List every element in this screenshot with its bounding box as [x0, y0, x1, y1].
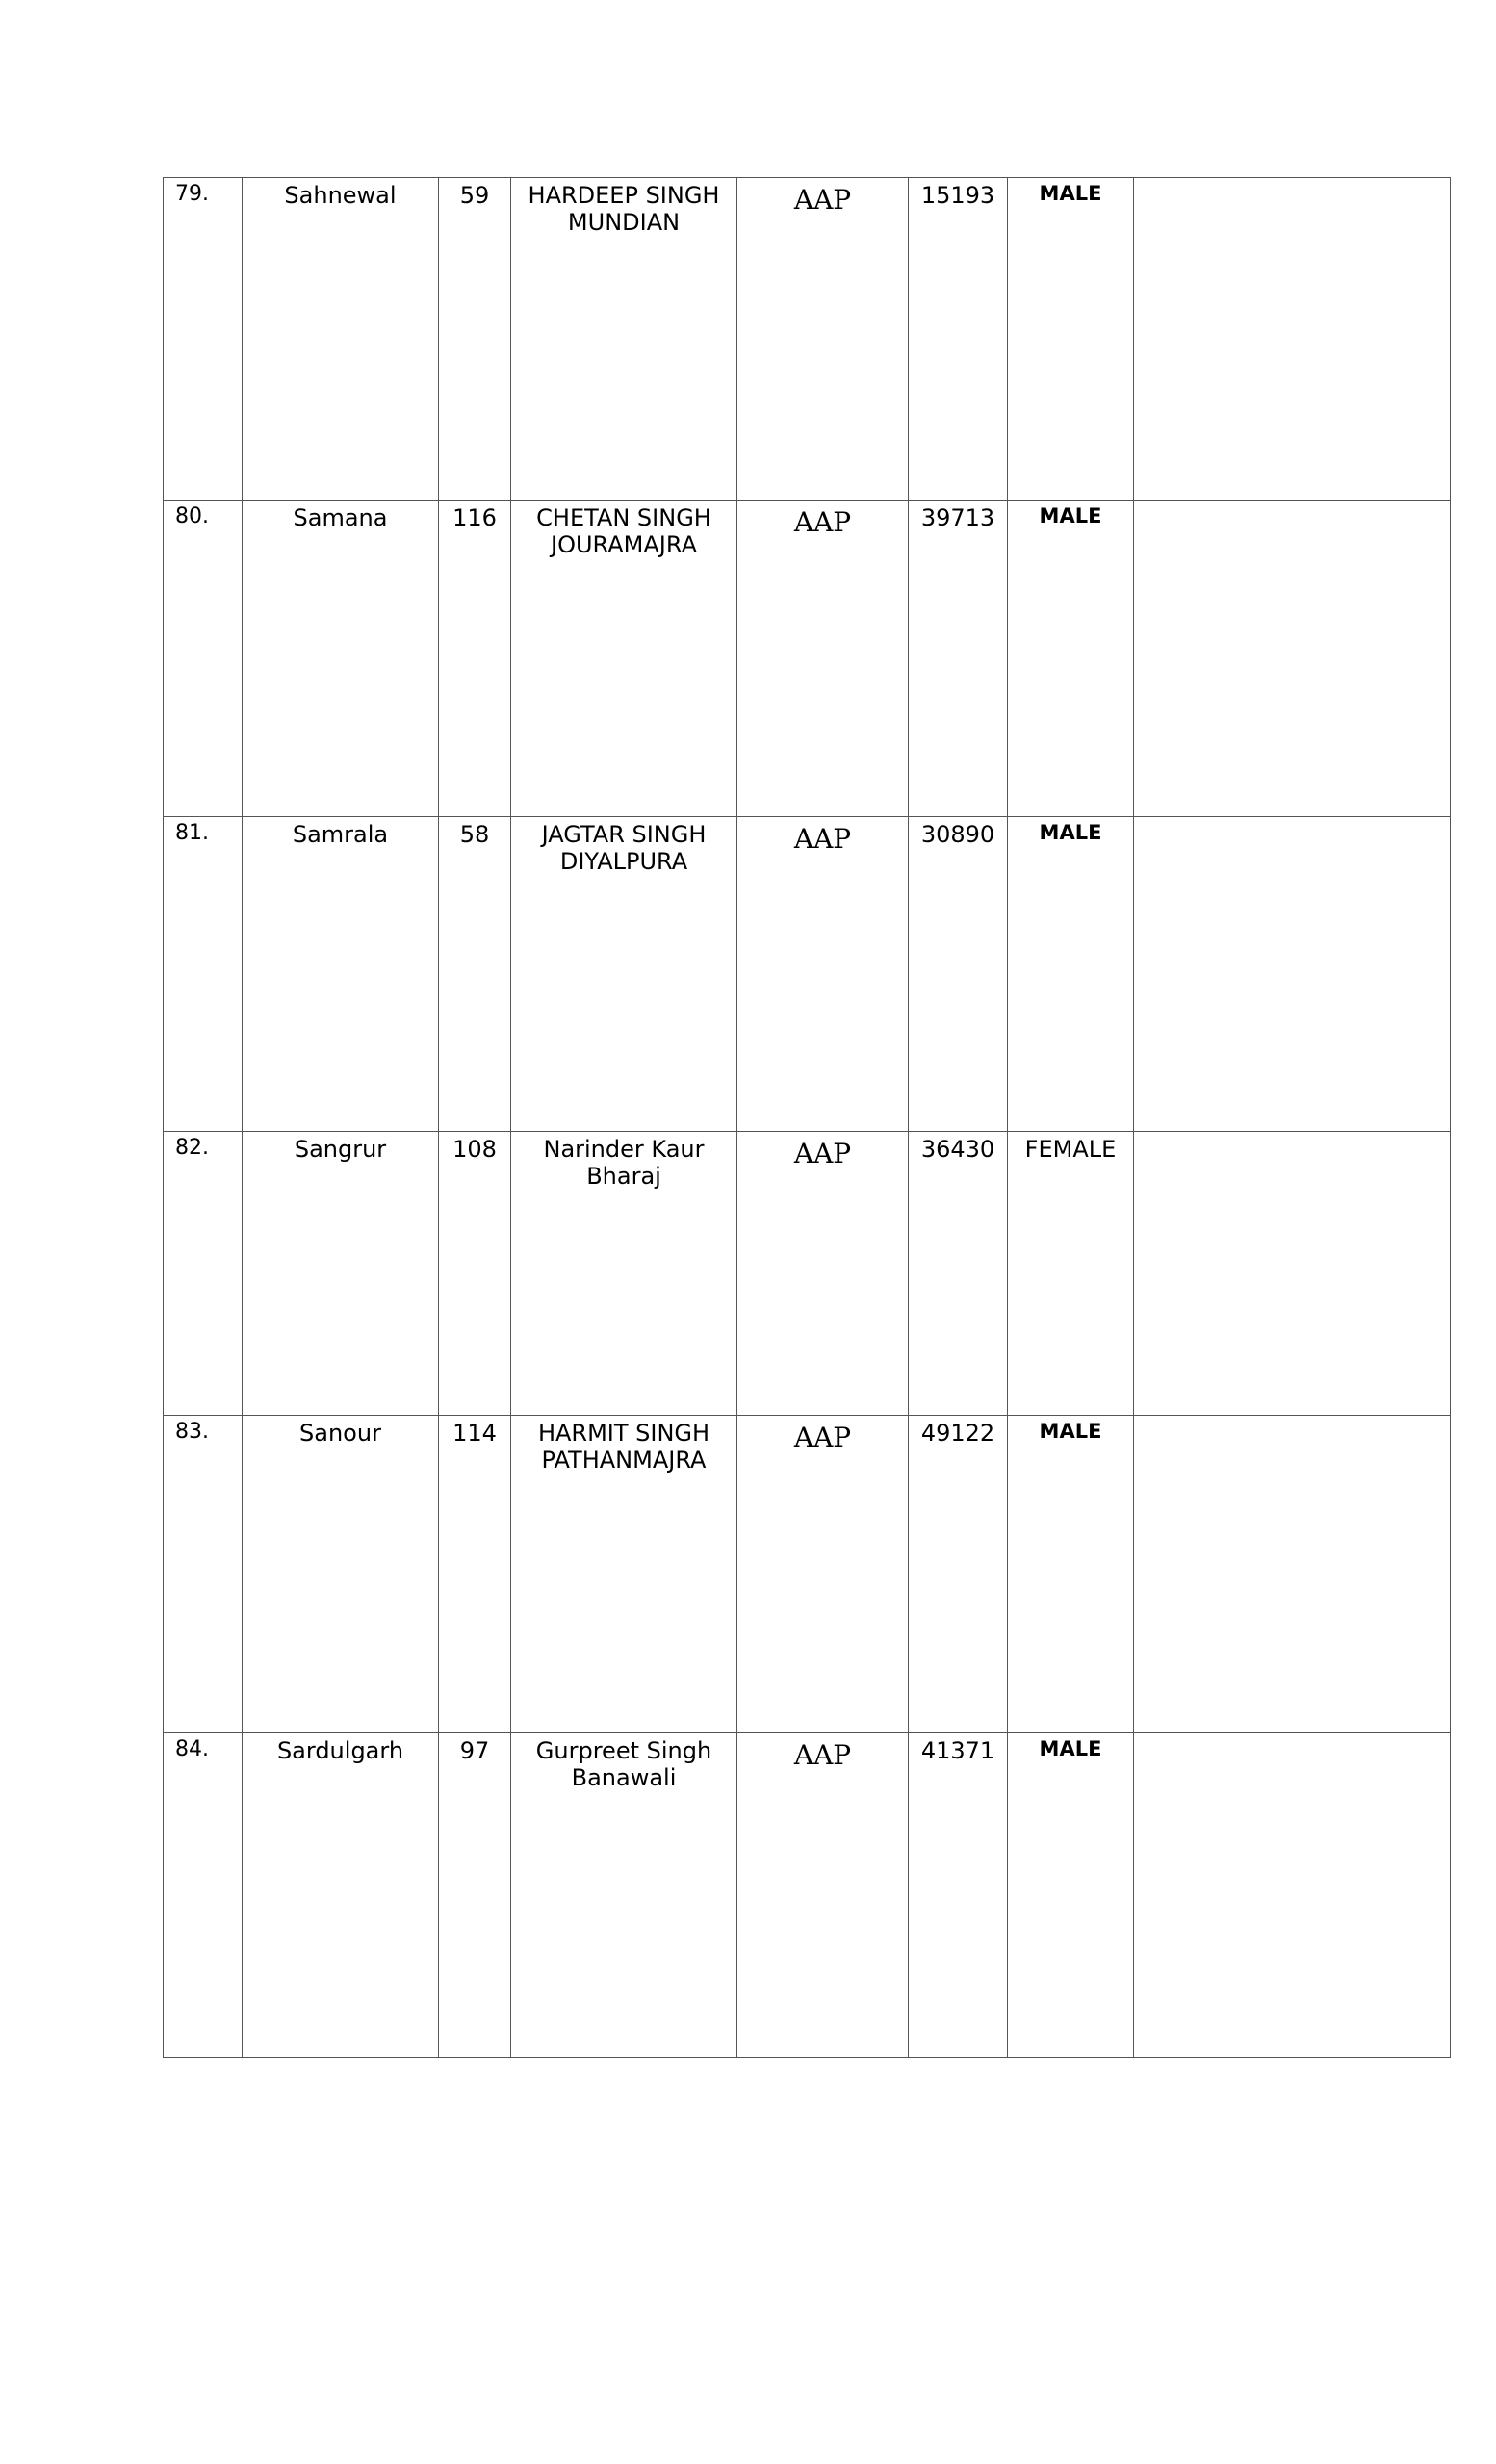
margin-cell: 15193	[909, 178, 1008, 500]
table-row	[164, 178, 1451, 500]
candidate-name-cell: JAGTAR SINGH DIYALPURA	[511, 817, 737, 1132]
mla-table	[163, 177, 1451, 2058]
constituency-cell: Sardulgarh	[243, 1733, 439, 2058]
gender-cell: MALE	[1008, 500, 1134, 817]
party-cell: AAP	[737, 178, 909, 500]
party-cell: AAP	[737, 1733, 909, 2058]
serial-number-cell: 82.	[164, 1132, 243, 1416]
ac-number-cell: 59	[439, 178, 511, 500]
ac-number-cell: 114	[439, 1416, 511, 1733]
gender-cell: MALE	[1008, 1416, 1134, 1733]
margin-cell: 30890	[909, 817, 1008, 1132]
ac-number-cell: 108	[439, 1132, 511, 1416]
table-row	[164, 1733, 1451, 2058]
gender-cell: MALE	[1008, 178, 1134, 500]
constituency-cell: Sanour	[243, 1416, 439, 1733]
photo-cell	[1134, 817, 1451, 1132]
table-row	[164, 817, 1451, 1132]
table-row	[164, 1132, 1451, 1416]
candidate-name-cell: Gurpreet Singh Banawali	[511, 1733, 737, 2058]
serial-number-cell: 81.	[164, 817, 243, 1132]
party-cell: AAP	[737, 500, 909, 817]
margin-cell: 39713	[909, 500, 1008, 817]
serial-number-cell: 83.	[164, 1416, 243, 1733]
candidate-name-cell: CHETAN SINGH JOURAMAJRA	[511, 500, 737, 817]
serial-number-cell: 84.	[164, 1733, 243, 2058]
ac-number-cell: 97	[439, 1733, 511, 2058]
photo-cell	[1134, 178, 1451, 500]
party-cell: AAP	[737, 817, 909, 1132]
gender-cell: MALE	[1008, 1733, 1134, 2058]
photo-cell	[1134, 1416, 1451, 1733]
party-cell: AAP	[737, 1132, 909, 1416]
table-row	[164, 500, 1451, 817]
ac-number-cell: 116	[439, 500, 511, 817]
table-row	[164, 1416, 1451, 1733]
ac-number-cell: 58	[439, 817, 511, 1132]
candidate-name-cell: HARMIT SINGH PATHANMAJRA	[511, 1416, 737, 1733]
photo-cell	[1134, 500, 1451, 817]
photo-cell	[1134, 1733, 1451, 2058]
constituency-cell: Sahnewal	[243, 178, 439, 500]
candidate-name-cell: Narinder Kaur Bharaj	[511, 1132, 737, 1416]
party-cell: AAP	[737, 1416, 909, 1733]
candidate-name-cell: HARDEEP SINGH MUNDIAN	[511, 178, 737, 500]
margin-cell: 49122	[909, 1416, 1008, 1733]
photo-cell	[1134, 1132, 1451, 1416]
margin-cell: 36430	[909, 1132, 1008, 1416]
constituency-cell: Samana	[243, 500, 439, 817]
constituency-cell: Samrala	[243, 817, 439, 1132]
serial-number-cell: 79.	[164, 178, 243, 500]
constituency-cell: Sangrur	[243, 1132, 439, 1416]
gender-cell: MALE	[1008, 817, 1134, 1132]
serial-number-cell: 80.	[164, 500, 243, 817]
gender-cell: FEMALE	[1008, 1132, 1134, 1416]
margin-cell: 41371	[909, 1733, 1008, 2058]
